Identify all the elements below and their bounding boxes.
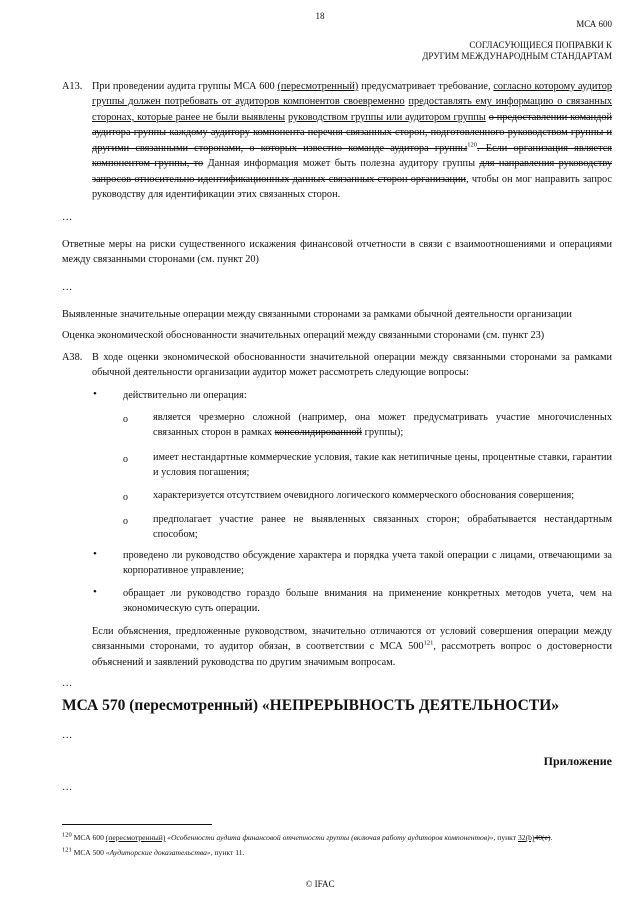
footnote-ref-120[interactable]: 120 [467, 141, 478, 149]
footnote-120-number: 120 [62, 831, 72, 839]
paragraph-a38: В ходе оценки экономической обоснованности значительной операции между связанными сторонами за рамками обычной деятельности организации аудитор может рассмотреть следующие вопросы: [92, 352, 612, 379]
a13-text-12: . Если организация является компонентом группы, то [92, 142, 612, 170]
bullet-icon: • [93, 586, 97, 598]
sub-item-2: имеет нестандартные коммерческие условия, такие как нетипичные цены, процентные ставки, гарантии и условия погашения; [153, 452, 612, 479]
footnote-ref-121[interactable]: 121 [423, 640, 434, 648]
footnote-120-title: «Особенности аудита финансовой отчетности группы (включая работу аудиторов компонентов)» [165, 833, 494, 842]
footnote-120 [62, 833, 612, 843]
footnote-120-text-e: 32(b) [517, 833, 535, 842]
sub-item-1 [153, 410, 612, 441]
bullet-item-3: обращает ли руководство гораздо больше внимания на применение конкретных методов учета, чем на экономическую суть операции. [123, 588, 612, 615]
header-line-1: СОГЛАСУЮЩИЕСЯ ПОПРАВКИ К [469, 40, 612, 50]
bullet-icon: • [93, 548, 97, 560]
section-title-isa-570: МСА 570 (пересмотренный) «НЕПРЕРЫВНОСТЬ ДЕЯТЕЛЬНОСТИ» [62, 697, 560, 714]
a13-text-13: Данная информация может быть полезна аудитору группы [203, 158, 480, 170]
section-heading-significant-transactions: Выявленные значительные операции между связанными сторонами за рамками обычной деятельности организации [62, 309, 572, 320]
appendix-heading: Приложение [543, 754, 612, 768]
a13-text-14: для направления руководству запросов относительно идентификационных данных связанных сторон организации [92, 158, 613, 185]
paragraph-label-a38: A38. [62, 352, 83, 363]
section-heading-evaluation: Оценка экономической обоснованности значительных операций между связанными сторонами (см. пункт 23) [62, 330, 545, 341]
sub-item-1-text-a: является чрезмерно сложной (например, она может предусматривать участие многочисленных связанных сторон в рамках [153, 412, 612, 439]
bullet-item-2: проведено ли руководство обсуждение характера и порядка учета такой операции с лицами, отвечающими за корпоративное управление; [123, 550, 612, 577]
paragraph-a38-closing [92, 624, 612, 670]
footnote-120-text-d: , пункт [493, 833, 518, 842]
sub-item-1-text-c: группы); [362, 427, 404, 439]
ellipsis-2: … [62, 282, 73, 293]
circle-bullet-icon: o [123, 454, 128, 465]
page-number: 18 [315, 11, 325, 21]
a13-text-2: (пересмотренный) [277, 81, 359, 92]
footnote-divider [62, 824, 212, 825]
footnote-121-text-a: МСА 500 [71, 848, 106, 857]
sub-item-4: предполагает участие ранее не выявленных связанных сторон; обрабатывается нестандартным способом; [153, 514, 612, 541]
footnote-120-text-a: МСА 600 [71, 833, 106, 842]
a13-text-3: предусматривает требование, [358, 81, 494, 92]
circle-bullet-icon: o [123, 414, 128, 425]
ellipsis-3: … [62, 678, 73, 689]
bullet-item-1: действительно ли операция: [123, 390, 247, 401]
a13-text-1: При проведении аудита группы МСА 600 [92, 81, 278, 92]
paragraph-label-a13: A13. [62, 81, 83, 92]
circle-bullet-icon: o [123, 516, 128, 527]
closing-text-2: , рассмотреть вопрос о достоверности объяснений и заявлений руководства по другим значимым вопросам. [92, 641, 612, 668]
footnote-120-text-f: 40(e) [534, 833, 551, 842]
footnote-121-number: 121 [62, 846, 72, 854]
footnote-120-text-g: . [550, 833, 553, 842]
circle-bullet-icon: o [123, 492, 128, 503]
footnote-120-text-b: (пересмотренный) [105, 833, 166, 842]
a13-text-10: о предоставлении командой аудитора группы каждому аудитору компонента перечня связанных сторон, подготовленного руководством группы и другими связанными сторонами, о которых известно команде аудитора группы [92, 111, 613, 154]
header-standard-code: МСА 600 [576, 19, 612, 29]
header-line-2: ДРУГИМ МЕЖДУНАРОДНЫМ СТАНДАРТАМ [422, 51, 612, 62]
a13-text-6: предоставлять ему информацию о связанных сторонах, которые ранее не были выявлены [92, 96, 613, 123]
ellipsis-5: … [62, 782, 73, 793]
sub-item-3: характеризуется отсутствием очевидного логического коммерческого обоснования совершения; [153, 490, 575, 501]
footnote-121 [62, 848, 612, 858]
paragraph-a13 [92, 79, 612, 203]
header-title [422, 40, 612, 63]
a13-text-8: руководством группы или аудитором группы [287, 111, 486, 123]
ellipsis-4: … [62, 730, 73, 741]
ellipsis-1: … [62, 212, 73, 223]
footer-copyright: © IFAC [305, 879, 335, 889]
section-heading-responses: Ответные меры на риски существенного искажения финансовой отчетности в связи с взаимоотношениями и операциями между связанными сторонами (см. пункт 20) [62, 239, 612, 266]
sub-item-1-text-b: консолидированной [274, 427, 363, 439]
a13-text-4: согласно которому аудитор группы должен потребовать от аудиторов компонентов своевременно [92, 81, 613, 108]
footnote-121-text-c: , пункт 11. [210, 848, 245, 857]
footnote-121-title: «Аудиторские доказательства» [105, 848, 211, 857]
bullet-icon: • [93, 388, 97, 400]
closing-text-1: Если объяснения, предложенные руководством, значительно отличаются от условий совершения операции между связанными сторонами, то аудитор обязан, в соответствии с МСА 500 [92, 626, 612, 653]
a13-text-15: , чтобы он мог направить запрос руководству для идентификации этих связанных сторон. [92, 173, 613, 201]
